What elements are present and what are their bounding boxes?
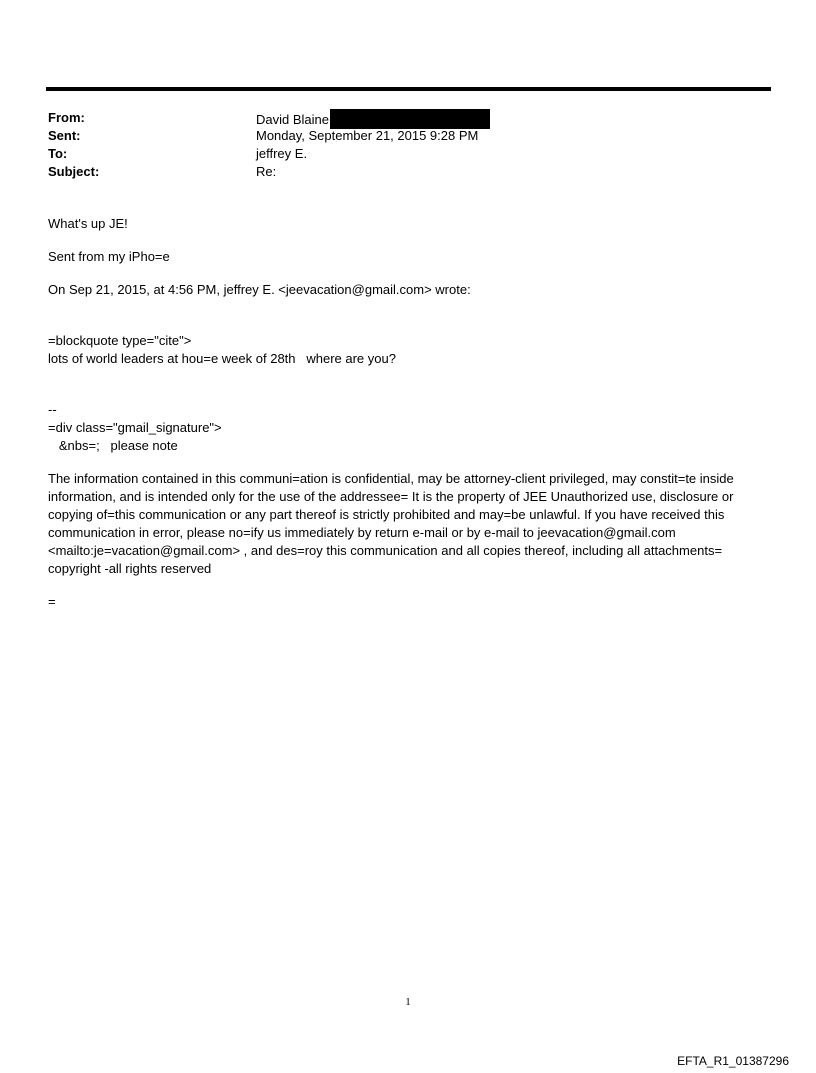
from-name: David Blaine xyxy=(256,112,329,127)
subject-value: Re: xyxy=(256,164,277,179)
from-label: From: xyxy=(48,110,85,125)
to-label: To: xyxy=(48,146,68,161)
sent-value: Monday, September 21, 2015 9:28 PM xyxy=(256,128,479,143)
bates-number: EFTA_R1_01387296 xyxy=(677,1054,789,1068)
subject-label: Subject: xyxy=(48,164,100,179)
redaction-box xyxy=(330,109,490,129)
email-body xyxy=(48,215,773,611)
signature-div: =div class="gmail_signature"> xyxy=(48,420,222,435)
greeting: What's up JE! xyxy=(48,216,128,231)
trailing-equals: = xyxy=(48,594,56,609)
subject-row xyxy=(48,163,490,181)
sent-row xyxy=(48,127,490,145)
signature-dashes: -- xyxy=(48,402,57,417)
blockquote-tag: =blockquote type="cite"> xyxy=(48,333,192,348)
header-rule xyxy=(46,87,771,91)
quote-attribution: On Sep 21, 2015, at 4:56 PM, jeffrey E. <jeevacation@gmail.com> wrote: xyxy=(48,282,471,297)
page-number: 1 xyxy=(405,996,411,1008)
to-value: jeffrey E. xyxy=(256,146,308,161)
disclaimer: The information contained in this communi=ation is confidential, may be attorney-client privileged, may constit=te inside information, and is intended only for the use of the addressee= It is the property of JEE Unauthorized use, disclosure or copying of=this communication or any part thereof is strictly prohibited and may=be unlawful. If you have received this communication in error, please no=ify us immediately by return e-mail or by e-mail to jeevacation@gmail.com <mailto:je=vacation@gmail.com> , and des=roy this communication and all copies thereof, including all attachments= copyright -all rights reserved xyxy=(48,471,738,576)
to-row xyxy=(48,145,490,163)
signature-note: &nbs=; please note xyxy=(48,438,178,453)
from-row xyxy=(48,109,490,127)
email-header xyxy=(48,109,490,181)
sent-label: Sent: xyxy=(48,128,81,143)
from-value xyxy=(256,109,490,127)
quoted-message: lots of world leaders at hou=e week of 28th where are you? xyxy=(48,351,396,366)
sent-from-line: Sent from my iPho=e xyxy=(48,249,170,264)
